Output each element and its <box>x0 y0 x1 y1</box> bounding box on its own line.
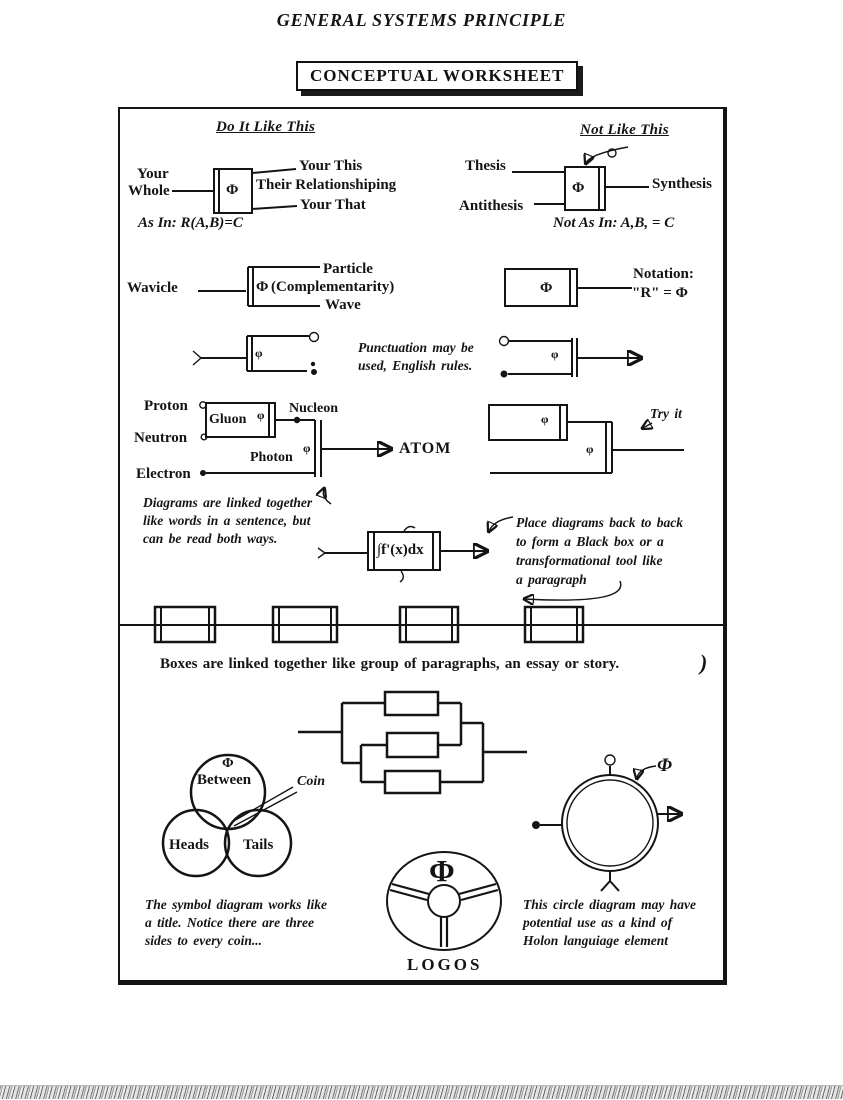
label-integral: ∫f'(x)dx <box>377 542 424 558</box>
note-venn-2: a title. Notice there are three <box>145 915 314 930</box>
note-venn-3: sides to every coin... <box>145 933 262 948</box>
note-holon-2: potential use as a kind of <box>523 915 673 930</box>
caption-chain: Boxes are linked together like group of paragraphs, an essay or story. <box>160 656 620 672</box>
note-holon-3: Holon languiage element <box>523 933 669 948</box>
note-punctuation-2: used, English rules. <box>358 358 473 373</box>
label-photon: Photon <box>250 450 293 465</box>
label-electron: Electron <box>136 466 191 482</box>
label-gluon: Gluon <box>209 412 247 427</box>
label-your: Your <box>137 166 169 182</box>
note-venn-1: The symbol diagram works like <box>145 897 328 912</box>
label-proton: Proton <box>144 398 188 414</box>
label-logos: LOGOS <box>407 955 483 974</box>
note-linked-3: can be read both ways. <box>143 531 278 546</box>
label-as-in: As In: R(A,B)=C <box>138 215 243 231</box>
label-particle: Particle <box>323 261 373 277</box>
note-holon-1: This circle diagram may have <box>523 897 696 912</box>
phi-symbol: φ <box>303 441 311 455</box>
label-atom: ATOM <box>399 440 452 457</box>
label-whole: Whole <box>128 183 170 199</box>
label-nucleon: Nucleon <box>289 401 338 416</box>
label-your-that: Your That <box>300 197 366 213</box>
label-between: Between <box>197 772 252 788</box>
label-heads: Heads <box>169 837 210 853</box>
label-antithesis: Antithesis <box>459 198 524 214</box>
flourish-paren: ) <box>700 650 708 675</box>
label-neutron: Neutron <box>134 430 188 446</box>
phi-symbol: φ <box>541 412 549 426</box>
label-not-as-in: Not As In: A,B, = C <box>553 215 675 231</box>
phi-symbol: φ <box>551 347 559 361</box>
label-synthesis: Synthesis <box>652 176 713 192</box>
note-blackbox-4: a paragraph <box>516 572 587 587</box>
label-tails: Tails <box>243 837 274 853</box>
label-their-relationshiping: Their Relationshiping <box>256 177 397 193</box>
header-not-like-this: Not Like This <box>580 122 669 138</box>
phi-symbol: φ <box>255 346 263 360</box>
label-coin: Coin <box>297 774 326 789</box>
phi-symbol: Φ <box>226 182 239 198</box>
phi-symbol: Φ <box>256 279 269 295</box>
page-title: GENERAL SYSTEMS PRINCIPLE <box>276 10 567 30</box>
phi-symbol: Φ <box>540 280 553 296</box>
phi-symbol: Φ <box>657 755 672 776</box>
label-your-this: Your This <box>299 158 363 174</box>
phi-symbol: φ <box>586 442 594 456</box>
worksheet-title-box: CONCEPTUAL WORKSHEET <box>296 61 578 91</box>
header-do-it-like-this: Do It Like This <box>216 119 316 135</box>
note-blackbox-2: to form a Black box or a <box>516 534 664 549</box>
label-wavicle: Wavicle <box>127 280 178 296</box>
note-linked-1: Diagrams are linked together <box>143 495 313 510</box>
phi-symbol: Φ <box>222 756 234 771</box>
note-blackbox-3: transformational tool like <box>516 553 663 568</box>
label-notation-value: "R" = Φ <box>632 285 688 301</box>
label-complementarity: (Complementarity) <box>271 279 395 295</box>
note-try-it: Try it <box>650 406 682 421</box>
label-thesis: Thesis <box>465 158 506 174</box>
phi-symbol: Φ <box>572 180 585 196</box>
phi-symbol: φ <box>257 408 265 422</box>
note-blackbox-1: Place diagrams back to back <box>516 515 683 530</box>
label-wave: Wave <box>325 297 361 313</box>
label-notation: Notation: <box>633 266 694 282</box>
note-punctuation-1: Punctuation may be <box>358 340 474 355</box>
scan-edge-artifact <box>0 1085 843 1099</box>
note-linked-2: like words in a sentence, but <box>143 513 311 528</box>
phi-symbol: Φ <box>429 853 455 888</box>
